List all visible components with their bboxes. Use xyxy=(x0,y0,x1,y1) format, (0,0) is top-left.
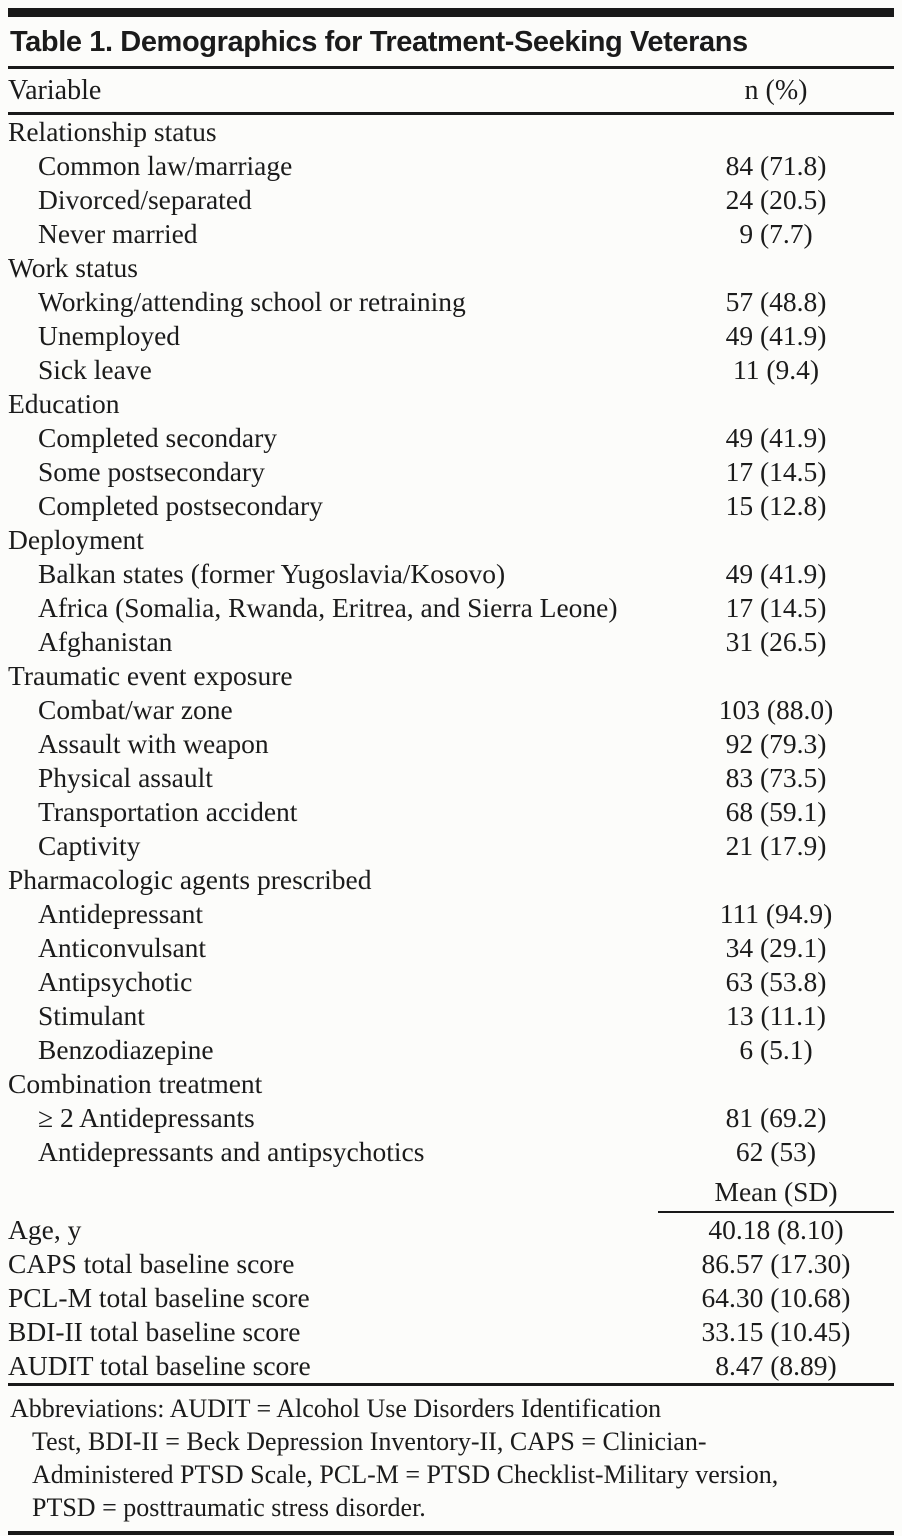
table-title: Table 1. Demographics for Treatment-Seeking Veterans xyxy=(10,26,748,58)
row-label: Pharmacologic agents prescribed xyxy=(8,863,372,895)
column-header-row xyxy=(8,69,894,112)
row-value: 84 (71.8) xyxy=(725,149,827,181)
table-row xyxy=(8,727,894,761)
table-row xyxy=(8,693,894,727)
row-label: Physical assault xyxy=(38,761,213,793)
section-header-row xyxy=(8,523,894,557)
footnote xyxy=(8,1386,894,1531)
footnote-line: Abbreviations: AUDIT = Alcohol Use Disorders Identification xyxy=(10,1393,662,1423)
table-body xyxy=(8,115,894,1169)
row-label: Completed postsecondary xyxy=(38,489,323,521)
table-row xyxy=(8,353,894,387)
row-value: 49 (41.9) xyxy=(725,557,827,589)
row-label: Traumatic event exposure xyxy=(8,659,293,691)
mean-sd-row xyxy=(8,1349,894,1383)
table-row xyxy=(8,557,894,591)
row-value: 33.15 (10.45) xyxy=(701,1315,851,1347)
row-value: 24 (20.5) xyxy=(725,183,827,215)
row-value: 86.57 (17.30) xyxy=(701,1247,851,1279)
table-row xyxy=(8,795,894,829)
row-value: 17 (14.5) xyxy=(725,591,827,623)
row-value: 31 (26.5) xyxy=(725,625,827,657)
row-label: Transportation accident xyxy=(38,795,298,827)
row-value: 34 (29.1) xyxy=(725,931,827,963)
row-label: Deployment xyxy=(8,523,144,555)
row-value: 81 (69.2) xyxy=(725,1101,827,1133)
row-value: 11 (9.4) xyxy=(732,353,820,385)
footnote-line: Test, BDI-II = Beck Depression Inventory-II, CAPS = Clinician- xyxy=(32,1426,707,1456)
row-label: Common law/marriage xyxy=(38,149,293,181)
table-row xyxy=(8,897,894,931)
row-label: Antidepressants and antipsychotics xyxy=(38,1135,425,1167)
row-value: 103 (88.0) xyxy=(718,693,834,725)
row-label: Balkan states (former Yugoslavia/Kosovo) xyxy=(38,557,506,589)
table-row xyxy=(8,285,894,319)
table-row xyxy=(8,1101,894,1135)
table-row xyxy=(8,625,894,659)
footnote-line: Administered PTSD Scale, PCL-M = PTSD Checklist-Military version, xyxy=(32,1459,779,1489)
section-header-row xyxy=(8,251,894,285)
row-value: 63 (53.8) xyxy=(725,965,827,997)
row-label: Completed secondary xyxy=(38,421,278,453)
row-value: 68 (59.1) xyxy=(725,795,827,827)
table-row xyxy=(8,1135,894,1169)
table-row xyxy=(8,591,894,625)
row-label: Sick leave xyxy=(38,353,152,385)
section-header-row xyxy=(8,863,894,897)
row-label: Captivity xyxy=(38,829,141,861)
table-row xyxy=(8,149,894,183)
mean-sd-body xyxy=(8,1213,894,1383)
table-row xyxy=(8,489,894,523)
row-value: 13 (11.1) xyxy=(726,999,826,1031)
row-value: 62 (53) xyxy=(735,1135,817,1167)
row-label: Working/attending school or retraining xyxy=(38,285,466,317)
row-label: Age, y xyxy=(8,1213,82,1245)
row-value: 17 (14.5) xyxy=(725,455,827,487)
column-header-n-pct: n (%) xyxy=(744,75,808,106)
row-label: Never married xyxy=(38,217,198,249)
row-label: Education xyxy=(8,387,120,419)
mean-sd-row xyxy=(8,1281,894,1315)
row-value: 111 (94.9) xyxy=(719,897,833,929)
row-label: Stimulant xyxy=(38,999,145,1031)
table-row xyxy=(8,319,894,353)
row-label: Antidepressant xyxy=(38,897,203,929)
footnote-line: PTSD = posttraumatic stress disorder. xyxy=(32,1492,426,1522)
mean-sd-header-spacer xyxy=(8,1175,658,1213)
row-label: Antipsychotic xyxy=(38,965,193,997)
row-value: 15 (12.8) xyxy=(725,489,827,521)
row-label: Relationship status xyxy=(8,115,217,147)
row-label: Unemployed xyxy=(38,319,181,351)
mean-sd-row xyxy=(8,1213,894,1247)
row-label: Combat/war zone xyxy=(38,693,233,725)
mean-sd-header-row xyxy=(8,1169,894,1213)
row-label: Divorced/separated xyxy=(38,183,252,215)
row-label: Africa (Somalia, Rwanda, Eritrea, and Sierra Leone) xyxy=(38,591,618,623)
row-label: Anticonvulsant xyxy=(38,931,207,963)
table-row xyxy=(8,829,894,863)
row-label: PCL-M total baseline score xyxy=(8,1281,310,1313)
row-label: CAPS total baseline score xyxy=(8,1247,295,1279)
row-label: ≥ 2 Antidepressants xyxy=(38,1101,255,1133)
row-value: 40.18 (8.10) xyxy=(708,1213,844,1245)
table-row xyxy=(8,931,894,965)
table-row xyxy=(8,455,894,489)
table-row xyxy=(8,183,894,217)
row-value: 64.30 (10.68) xyxy=(701,1281,851,1313)
table-row xyxy=(8,421,894,455)
top-rule xyxy=(8,8,894,17)
mean-sd-row xyxy=(8,1247,894,1281)
column-header-variable: Variable xyxy=(8,75,102,106)
row-value: 49 (41.9) xyxy=(725,319,827,351)
row-label: BDI-II total baseline score xyxy=(8,1315,301,1347)
table-row xyxy=(8,965,894,999)
row-label: Some postsecondary xyxy=(38,455,265,487)
table-row xyxy=(8,217,894,251)
row-value: 8.47 (8.89) xyxy=(715,1349,837,1381)
table-row xyxy=(8,761,894,795)
row-value: 92 (79.3) xyxy=(725,727,827,759)
section-header-row xyxy=(8,387,894,421)
row-label: Combination treatment xyxy=(8,1067,263,1099)
table-row xyxy=(8,999,894,1033)
section-header-row xyxy=(8,115,894,149)
row-value: 9 (7.7) xyxy=(739,217,813,249)
table-row xyxy=(8,1033,894,1067)
row-value: 49 (41.9) xyxy=(725,421,827,453)
row-label: Benzodiazepine xyxy=(38,1033,214,1065)
row-value: 57 (48.8) xyxy=(725,285,827,317)
section-header-row xyxy=(8,659,894,693)
row-label: Afghanistan xyxy=(38,625,173,657)
mean-sd-header: Mean (SD) xyxy=(658,1175,894,1213)
section-header-row xyxy=(8,1067,894,1101)
row-value: 83 (73.5) xyxy=(725,761,827,793)
row-label: Assault with weapon xyxy=(38,727,269,759)
row-value: 21 (17.9) xyxy=(725,829,827,861)
row-value: 6 (5.1) xyxy=(739,1033,813,1065)
row-label: Work status xyxy=(8,251,138,283)
bottom-rule xyxy=(8,1531,894,1535)
mean-sd-row xyxy=(8,1315,894,1349)
row-label: AUDIT total baseline score xyxy=(8,1349,311,1381)
